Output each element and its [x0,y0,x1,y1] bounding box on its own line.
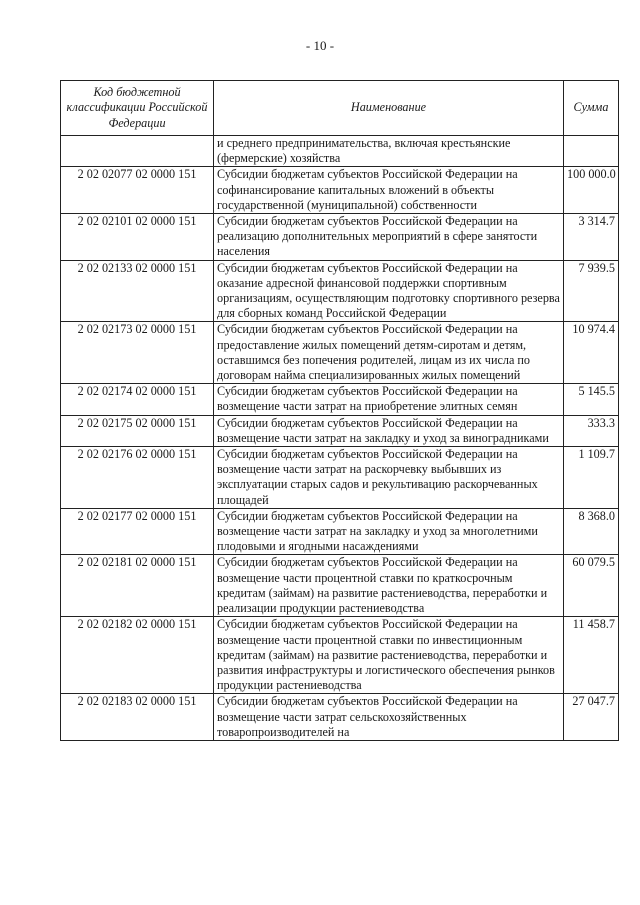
table-row [61,447,619,509]
row-name: Субсидии бюджетам субъектов Российской Федерации на возмещение части затрат сельскохозяйственных товаропроизводителей на [214,694,564,741]
row-name: и среднего предпринимательства, включая крестьянские (фермерские) хозяйства [214,136,564,167]
row-code: 2 02 02173 02 0000 151 [61,322,214,384]
row-name: Субсидии бюджетам субъектов Российской Федерации на предоставление жилых помещений детям-сиротам и детям, оставшимся без попечения родителей, лицам из их числа по договорам найма специализированных жилых помещений [214,322,564,384]
header-sum: Сумма [564,81,619,136]
table-row [61,384,619,415]
row-sum: 10 974.4 [564,322,619,384]
table-header-row [61,81,619,136]
row-name: Субсидии бюджетам субъектов Российской Федерации на возмещение части процентной ставки по инвестиционным кредитам (займам) на развитие растениеводства, переработки и развития инфраструктуры и логистического обеспечения рынков продукции растениеводства [214,617,564,694]
row-code: 2 02 02101 02 0000 151 [61,214,214,261]
header-name: Наименование [214,81,564,136]
row-name: Субсидии бюджетам субъектов Российской Федерации на возмещение части затрат на раскорчевку выбывших из эксплуатации старых садов и рекультивацию раскорчеванных площадей [214,447,564,509]
row-code: 2 02 02177 02 0000 151 [61,508,214,555]
row-code: 2 02 02182 02 0000 151 [61,617,214,694]
row-sum [564,136,619,167]
row-sum: 11 458.7 [564,617,619,694]
row-name: Субсидии бюджетам субъектов Российской Федерации на возмещение части затрат на закладку и уход за виноградниками [214,415,564,446]
table-row [61,260,619,322]
header-code: Код бюджетной классификации Российской Федерации [61,81,214,136]
table-row [61,694,619,741]
row-code: 2 02 02174 02 0000 151 [61,384,214,415]
table-row [61,617,619,694]
row-name: Субсидии бюджетам субъектов Российской Федерации на софинансирование капитальных вложений в объекты государственной (муниципальной) собственности [214,167,564,214]
row-sum: 3 314.7 [564,214,619,261]
row-code: 2 02 02181 02 0000 151 [61,555,214,617]
row-sum: 1 109.7 [564,447,619,509]
row-code: 2 02 02175 02 0000 151 [61,415,214,446]
row-sum: 5 145.5 [564,384,619,415]
table-row [61,136,619,167]
row-name: Субсидии бюджетам субъектов Российской Федерации на оказание адресной финансовой поддержки спортивным организациям, осуществляющим подготовку спортивного резерва для сборных команд Российской Федерации [214,260,564,322]
table-row [61,415,619,446]
row-code [61,136,214,167]
row-sum: 7 939.5 [564,260,619,322]
budget-table [60,80,619,741]
row-name: Субсидии бюджетам субъектов Российской Федерации на возмещение части процентной ставки по краткосрочным кредитам (займам) на развитие растениеводства, переработки и реализации продукции растениеводства [214,555,564,617]
row-name: Субсидии бюджетам субъектов Российской Федерации на реализацию дополнительных мероприятий в сфере занятости населения [214,214,564,261]
table-row [61,555,619,617]
row-sum: 8 368.0 [564,508,619,555]
table-row [61,322,619,384]
table-row [61,508,619,555]
row-code: 2 02 02183 02 0000 151 [61,694,214,741]
row-sum: 27 047.7 [564,694,619,741]
row-name: Субсидии бюджетам субъектов Российской Федерации на возмещение части затрат на закладку и уход за многолетними плодовыми и ягодными насаждениями [214,508,564,555]
row-code: 2 02 02133 02 0000 151 [61,260,214,322]
page-number: - 10 - [305,38,335,53]
row-code: 2 02 02077 02 0000 151 [61,167,214,214]
table-row [61,214,619,261]
row-sum: 60 079.5 [564,555,619,617]
table-row [61,167,619,214]
row-code: 2 02 02176 02 0000 151 [61,447,214,509]
row-name: Субсидии бюджетам субъектов Российской Федерации на возмещение части затрат на приобретение элитных семян [214,384,564,415]
row-sum: 333.3 [564,415,619,446]
row-sum: 100 000.0 [564,167,619,214]
